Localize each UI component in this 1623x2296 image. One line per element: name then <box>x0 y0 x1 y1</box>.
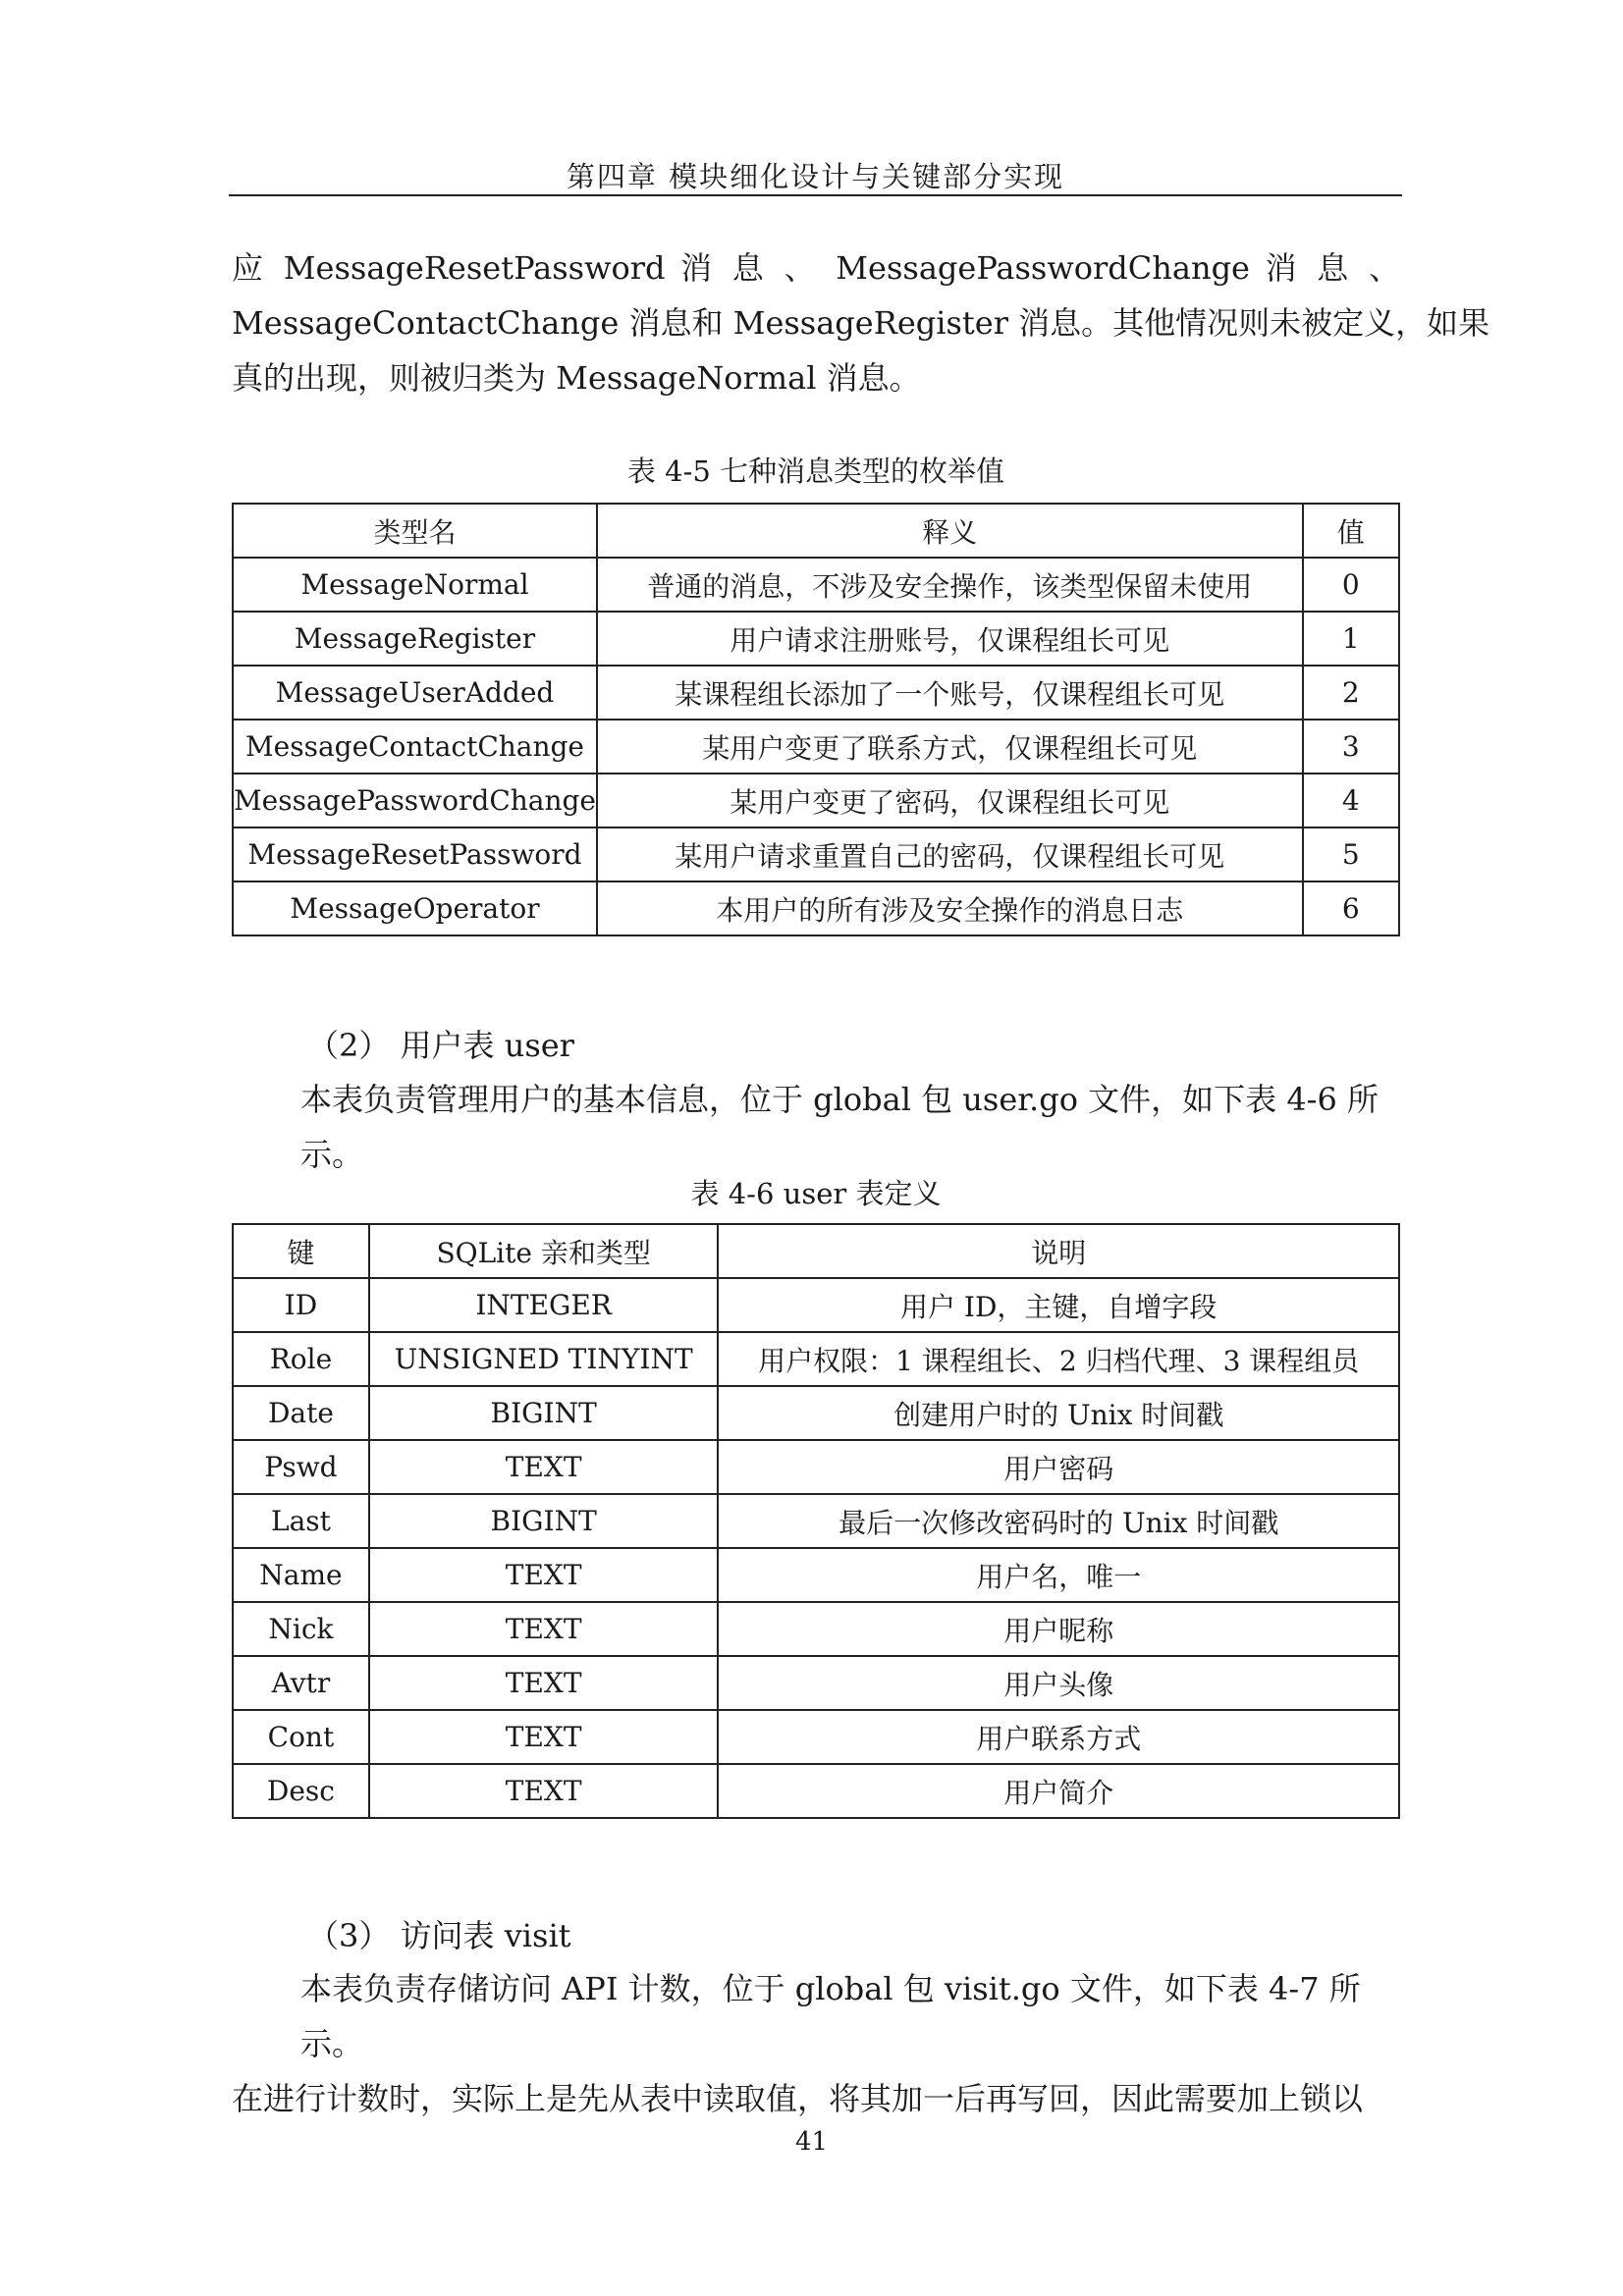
table-cell: 1 <box>1303 612 1400 666</box>
intro-word: 消 <box>679 249 718 287</box>
intro-word: 息 <box>731 249 770 287</box>
table-header-row <box>233 504 1399 558</box>
table-cell: 用户昵称 <box>718 1602 1399 1656</box>
table-cell: TEXT <box>369 1764 719 1818</box>
intro-word: MessagePasswordChange <box>836 249 1250 287</box>
header-cell: 类型名 <box>233 504 597 558</box>
header-cell: 释义 <box>597 504 1303 558</box>
header-cell: 值 <box>1303 504 1400 558</box>
chapter-header: 第四章 模块细化设计与关键部分实现 <box>566 160 1065 193</box>
table-cell: 用户密码 <box>718 1440 1399 1494</box>
table-cell: TEXT <box>369 1440 719 1494</box>
table-4-5-caption: 表 4-5 七种消息类型的枚举值 <box>626 454 1005 488</box>
section-3-text <box>232 1961 1400 2126</box>
table-cell: MessageUserAdded <box>233 666 597 720</box>
table-cell: 某课程组长添加了一个账号，仅课程组长可见 <box>597 666 1303 720</box>
section-3-line-2: 在进行计数时，实际上是先从表中读取值，将其加一后再写回，因此需要加上锁以 <box>232 2080 1364 2117</box>
section-3-line-1: 本表负责存储访问 API 计数，位于 global 包 visit.go 文件，如下表 4-7 所示。 <box>300 1970 1361 2062</box>
user-field-row <box>233 1278 1399 1332</box>
user-field-row <box>233 1440 1399 1494</box>
table-cell: Role <box>233 1332 369 1386</box>
table-cell: 3 <box>1303 720 1400 774</box>
table-cell: Date <box>233 1386 369 1440</box>
table-cell: 4 <box>1303 774 1400 828</box>
table-cell: 用户简介 <box>718 1764 1399 1818</box>
table-cell: MessageRegister <box>233 612 597 666</box>
header-cell: SQLite 亲和类型 <box>369 1224 719 1278</box>
user-field-row <box>233 1710 1399 1764</box>
table-cell: 用户联系方式 <box>718 1710 1399 1764</box>
table-cell: 最后一次修改密码时的 Unix 时间戳 <box>718 1494 1399 1548</box>
intro-word: 息 <box>1317 249 1354 287</box>
table-cell: MessageOperator <box>233 881 597 935</box>
page-number: 41 <box>794 2127 829 2157</box>
table-cell: 用户 ID，主键，自增字段 <box>718 1278 1399 1332</box>
user-field-row <box>233 1386 1399 1440</box>
table-cell: Nick <box>233 1602 369 1656</box>
table-cell: MessageNormal <box>233 558 597 612</box>
intro-word: 消 <box>1265 249 1302 287</box>
table-cell: 某用户变更了密码，仅课程组长可见 <box>597 774 1303 828</box>
table-cell: BIGINT <box>369 1494 719 1548</box>
message-type-row <box>233 720 1399 774</box>
table-cell: 用户头像 <box>718 1656 1399 1710</box>
intro-word: 、 <box>1368 249 1400 287</box>
table-4-6 <box>232 1223 1400 1819</box>
intro-line-2: MessageContactChange 消息和 MessageRegister 消息。其他情况则未被定义，如果 <box>232 304 1490 342</box>
table-cell: TEXT <box>369 1710 719 1764</box>
user-field-row <box>233 1602 1399 1656</box>
message-type-row <box>233 774 1399 828</box>
message-type-row <box>233 666 1399 720</box>
table-cell: UNSIGNED TINYINT <box>369 1332 719 1386</box>
table-cell: ID <box>233 1278 369 1332</box>
intro-line-1 <box>232 240 1400 295</box>
table-cell: Desc <box>233 1764 369 1818</box>
table-cell: 用户名，唯一 <box>718 1548 1399 1602</box>
message-type-row <box>233 828 1399 881</box>
user-field-row <box>233 1656 1399 1710</box>
table-cell: MessageContactChange <box>233 720 597 774</box>
intro-word: MessageResetPassword <box>283 249 666 287</box>
table-cell: TEXT <box>369 1656 719 1710</box>
table-cell: 某用户变更了联系方式，仅课程组长可见 <box>597 720 1303 774</box>
intro-word: 应 <box>232 249 269 287</box>
intro-line-3: 真的出现，则被归类为 MessageNormal 消息。 <box>232 359 921 397</box>
table-cell: BIGINT <box>369 1386 719 1440</box>
section-3-heading: （3） 访问表 visit <box>307 1917 571 1954</box>
user-field-row <box>233 1764 1399 1818</box>
table-cell: Cont <box>233 1710 369 1764</box>
table-cell: 用户权限：1 课程组长、2 归档代理、3 课程组员 <box>718 1332 1399 1386</box>
user-field-row <box>233 1548 1399 1602</box>
table-cell: TEXT <box>369 1602 719 1656</box>
table-cell: 创建用户时的 Unix 时间戳 <box>718 1386 1399 1440</box>
intro-word: 、 <box>784 249 821 287</box>
table-cell: 2 <box>1303 666 1400 720</box>
table-header-row <box>233 1224 1399 1278</box>
message-type-row <box>233 558 1399 612</box>
table-cell: 5 <box>1303 828 1400 881</box>
header-cell: 键 <box>233 1224 369 1278</box>
message-type-row <box>233 612 1399 666</box>
table-4-6-caption: 表 4-6 user 表定义 <box>690 1177 942 1210</box>
user-field-row <box>233 1494 1399 1548</box>
message-type-row <box>233 881 1399 935</box>
table-cell: Name <box>233 1548 369 1602</box>
table-cell: INTEGER <box>369 1278 719 1332</box>
table-cell: 6 <box>1303 881 1400 935</box>
section-2-heading: （2） 用户表 user <box>307 1027 574 1064</box>
user-field-row <box>233 1332 1399 1386</box>
table-cell: 0 <box>1303 558 1400 612</box>
table-cell: Avtr <box>233 1656 369 1710</box>
table-cell: TEXT <box>369 1548 719 1602</box>
section-2-text: 本表负责管理用户的基本信息，位于 global 包 user.go 文件，如下表 4-6 所示。 <box>300 1081 1380 1173</box>
table-cell: MessagePasswordChange <box>233 774 597 828</box>
intro-paragraph <box>232 240 1490 405</box>
table-cell: Pswd <box>233 1440 369 1494</box>
table-cell: 某用户请求重置自己的密码，仅课程组长可见 <box>597 828 1303 881</box>
table-cell: MessageResetPassword <box>233 828 597 881</box>
table-cell: 本用户的所有涉及安全操作的消息日志 <box>597 881 1303 935</box>
table-cell: 用户请求注册账号，仅课程组长可见 <box>597 612 1303 666</box>
header-cell: 说明 <box>718 1224 1399 1278</box>
table-cell: Last <box>233 1494 369 1548</box>
table-cell: 普通的消息，不涉及安全操作，该类型保留未使用 <box>597 558 1303 612</box>
header-rule <box>229 194 1402 196</box>
table-4-5 <box>232 503 1400 936</box>
